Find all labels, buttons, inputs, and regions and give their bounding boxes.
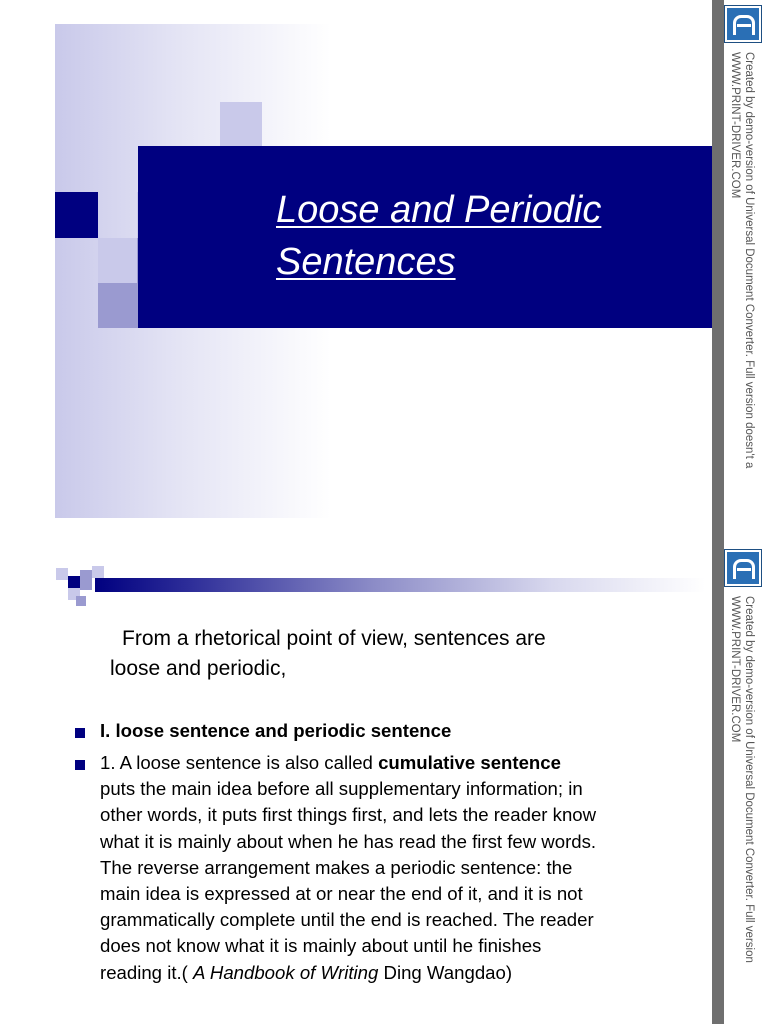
bullet-heading: I. loose sentence and periodic sentence [100, 720, 452, 741]
citation-author: Ding Wangdao) [378, 961, 513, 983]
bullet-item [100, 750, 700, 986]
bullet-line [100, 960, 700, 986]
bullet-line: puts the main idea before all supplementary information; in [100, 778, 583, 800]
decor-square [80, 570, 92, 580]
bullet-line: does not know what it is mainly about until he finishes [100, 935, 542, 957]
intro-line: loose and periodic, [110, 657, 287, 680]
bullet-line: other words, it puts first things first, and lets the reader know [100, 804, 597, 826]
watermark-text: Created by demo-version of Universal Document Converter. Full version [743, 596, 755, 963]
decor-square [76, 596, 86, 606]
decor-square [98, 238, 137, 283]
bullet-item [100, 718, 700, 744]
watermark-strip-border [712, 0, 724, 1024]
decor-square [92, 566, 104, 578]
bullet-square-icon [75, 728, 85, 738]
watermark-text: Created by demo-version of Universal Document Converter. Full version doesn't a [743, 52, 755, 469]
bullet-text: reading it.( [100, 961, 194, 983]
printer-driver-logo-icon [725, 550, 761, 586]
bullet-line: grammatically complete until the end is reached. The reader [100, 909, 594, 931]
watermark-url: WWW.PRINT-DRIVER.COM [729, 596, 741, 743]
decor-square [55, 192, 98, 238]
bullet-line: what it is mainly about when he has read the first few words. [100, 830, 597, 852]
printer-driver-logo-icon [725, 6, 761, 42]
bullet-text: 1. A loose sentence is also called [100, 752, 379, 773]
watermark-url: WWW.PRINT-DRIVER.COM [729, 52, 741, 199]
slide-header-bar [95, 578, 705, 592]
decor-square [56, 568, 68, 580]
slide-title [276, 184, 696, 288]
slide-title-line2: Sentences [276, 241, 456, 283]
decor-square [220, 102, 262, 146]
bullet-square-icon [75, 760, 85, 770]
logo-bar [737, 24, 751, 27]
decor-square [80, 580, 92, 590]
content-slide [0, 546, 712, 1024]
logo-bar [737, 568, 751, 571]
bullet-term: cumulative sentence [378, 752, 561, 773]
slide-title-line1: Loose and Periodic [276, 189, 602, 231]
bullet-line: main idea is expressed at or near the end of it, and it is not [100, 883, 583, 905]
intro-paragraph [110, 624, 670, 684]
title-slide [0, 0, 712, 518]
decor-square [98, 283, 138, 328]
intro-line: From a rhetorical point of view, sentences are [122, 627, 546, 650]
decor-square [68, 576, 80, 588]
citation-title: A Handbook of Writing [193, 961, 379, 983]
bullet-line: The reverse arrangement makes a periodic sentence: the [100, 856, 573, 878]
bullet-line [100, 750, 700, 776]
